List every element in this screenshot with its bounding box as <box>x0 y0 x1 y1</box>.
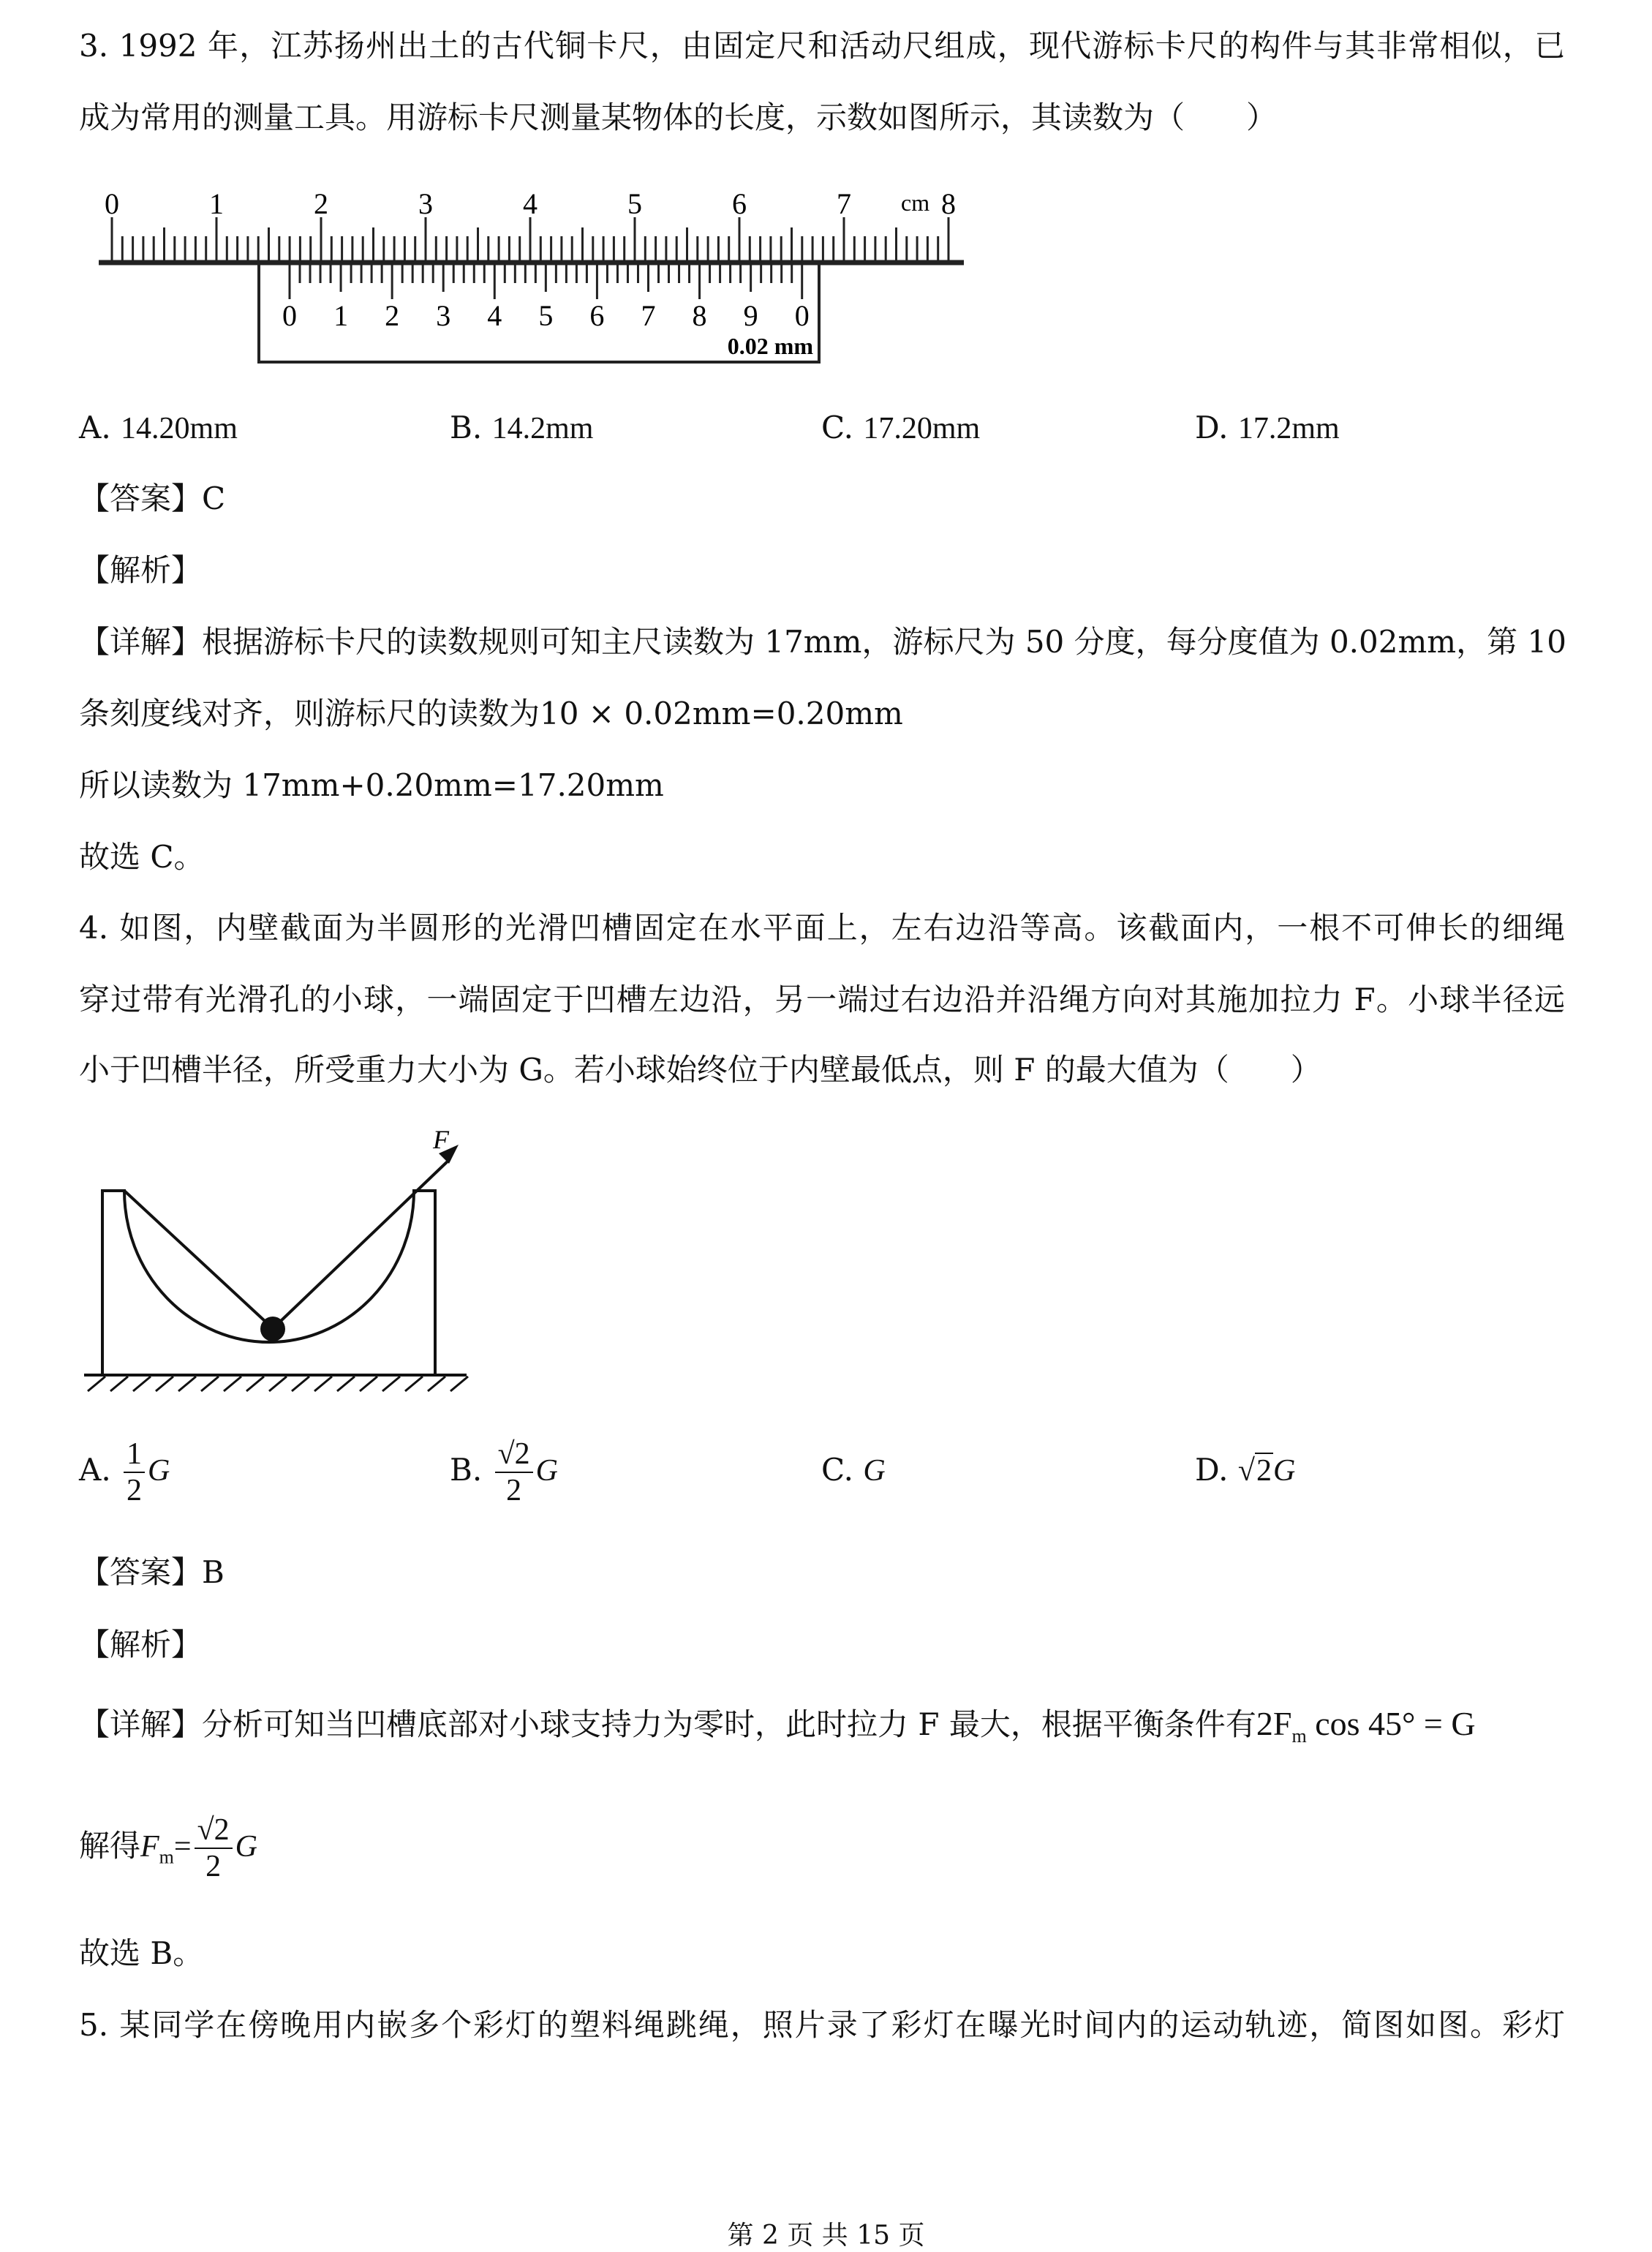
q3-detail-line-2: 条刻度线对齐，则游标尺的读数为10 × 0.02mm=0.20mm <box>79 696 903 731</box>
vernier-label: 4 <box>487 299 502 332</box>
force-label: F <box>433 1125 449 1154</box>
main-scale-label: 8 <box>941 187 956 220</box>
ball <box>260 1317 285 1341</box>
vernier-label: 7 <box>641 299 656 332</box>
detail-label: 【详解】 <box>79 1706 203 1742</box>
main-scale-label: 3 <box>418 187 433 220</box>
main-scale-label: 0 <box>105 187 119 220</box>
square-root: √2 <box>1237 1454 1272 1488</box>
denominator: 2 <box>506 1474 522 1507</box>
q3-conclusion: 故选 C。 <box>79 839 205 875</box>
q4-answer <box>79 1554 1565 1591</box>
vernier-label: 0 <box>794 299 810 332</box>
vernier-label: 1 <box>333 299 349 332</box>
detail-text: 分析可知当凹槽底部对小球支持力为零时，此时拉力 F 最大，根据平衡条件有 <box>202 1706 1256 1742</box>
option-letter: C. <box>821 410 853 445</box>
q4-solve-line <box>79 1809 1565 1894</box>
main-scale-label: 7 <box>837 187 851 220</box>
variable: G <box>863 1454 886 1488</box>
option-text: 17.20mm <box>863 412 981 445</box>
option-text: 17.2mm <box>1237 412 1340 445</box>
numerator: √2 <box>495 1436 533 1473</box>
q3-option-b[interactable] <box>450 410 593 447</box>
q4-option-a[interactable] <box>79 1434 170 1508</box>
main-scale-label: 2 <box>314 187 328 220</box>
option-text: 14.2mm <box>491 412 594 445</box>
detail-text: 根据游标卡尺的读数规则可知主尺读数为 17mm，游标尺为 50 分度，每分度值为 0.02mm，第 10 <box>202 624 1566 660</box>
ground-hatch <box>201 1377 219 1391</box>
option-letter: B. <box>450 1452 483 1488</box>
ground-hatch <box>292 1377 309 1391</box>
variable: G <box>148 1454 170 1488</box>
variable: G <box>235 1830 257 1864</box>
q4-stem-line-3: 小于凹槽半径，所受重力大小为 G。若小球始终位于内壁最低点，则 F 的最大值为（ ） <box>79 1052 1321 1088</box>
q4-option-c[interactable] <box>821 1434 886 1507</box>
main-scale-label: 1 <box>209 187 224 220</box>
vernier-label: 0 <box>282 299 297 332</box>
vernier-label: 8 <box>692 299 707 332</box>
q4-conclusion: 故选 B。 <box>79 1935 204 1971</box>
ground-hatch <box>314 1377 332 1391</box>
q4-detail-line <box>79 1706 1565 1755</box>
subscript: m <box>159 1846 174 1868</box>
fraction <box>495 1436 533 1508</box>
unit-label: cm <box>901 189 930 216</box>
detail-label: 【详解】 <box>79 624 203 660</box>
option-text: 14.20mm <box>121 412 238 445</box>
numerator: √2 <box>195 1812 233 1849</box>
equation-lhs: 2F <box>1256 1705 1292 1742</box>
ground-hatch <box>156 1377 173 1391</box>
q4-analysis-label: 【解析】 <box>79 1627 203 1662</box>
ground-hatch <box>110 1377 128 1391</box>
option-letter: B. <box>450 410 483 445</box>
q3-option-c[interactable] <box>821 410 980 447</box>
ground-hatch <box>88 1377 105 1391</box>
ground-hatch <box>450 1377 468 1391</box>
vernier-label: 2 <box>385 299 400 332</box>
ground-hatch <box>246 1377 264 1391</box>
vernier-label: 5 <box>538 299 554 332</box>
rope-left <box>124 1191 265 1321</box>
solve-label: 解得 <box>79 1828 141 1864</box>
option-letter: A. <box>79 410 111 445</box>
precision-label: 0.02 mm <box>727 333 813 359</box>
denominator: 2 <box>127 1474 143 1507</box>
main-scale-label: 5 <box>627 187 642 220</box>
ground-hatch <box>382 1377 400 1391</box>
vernier-label: 9 <box>743 299 758 332</box>
variable: F <box>140 1830 159 1864</box>
equation-subscript: m <box>1291 1725 1307 1747</box>
denominator: 2 <box>205 1850 222 1883</box>
q3-detail-line-1 <box>79 624 1565 660</box>
q4-stem-line-1: 4. 如图，内壁截面为半圆形的光滑凹槽固定在水平面上，左右边沿等高。该截面内，一根不可伸长的细绳 <box>79 910 1565 946</box>
answer-label: 【答案】 <box>79 1554 203 1590</box>
option-letter: D. <box>1195 410 1229 445</box>
q5-stem-line-1: 5. 某同学在傍晚用内嵌多个彩灯的塑料绳跳绳，照片录了彩灯在曝光时间内的运动轨迹，简图如图。彩灯 <box>79 2007 1565 2043</box>
ground-hatch <box>178 1377 196 1391</box>
q3-option-a[interactable] <box>79 410 238 447</box>
vernier-caliper-figure <box>0 168 1024 380</box>
ground-hatch <box>224 1377 241 1391</box>
ground-hatch <box>269 1377 287 1391</box>
answer-label: 【答案】 <box>79 481 203 516</box>
answer-value: B <box>202 1554 225 1590</box>
variable: G <box>535 1454 558 1488</box>
rope-right <box>281 1159 450 1321</box>
ground-hatch <box>133 1377 151 1391</box>
ground-hatch <box>405 1377 423 1391</box>
fraction <box>195 1812 233 1884</box>
page-footer: 第 2 页 共 15 页 <box>727 2221 925 2251</box>
ground-hatch <box>360 1377 377 1391</box>
q3-answer <box>79 481 1565 517</box>
numerator: 1 <box>124 1436 145 1473</box>
q4-option-b[interactable] <box>450 1434 558 1508</box>
option-letter: D. <box>1195 1452 1229 1488</box>
option-letter: A. <box>79 1452 111 1488</box>
q4-option-d[interactable] <box>1195 1434 1295 1507</box>
vernier-label: 6 <box>589 299 605 332</box>
equals: = <box>173 1830 192 1864</box>
q3-stem-line-2: 成为常用的测量工具。用游标卡尺测量某物体的长度，示数如图所示，其读数为（ ） <box>79 99 1278 135</box>
main-scale-label: 6 <box>732 187 747 220</box>
q3-detail-line-3: 所以读数为 17mm+0.20mm=17.20mm <box>79 767 664 803</box>
variable: G <box>1272 1454 1296 1488</box>
equation-rhs: cos 45° = G <box>1315 1705 1476 1742</box>
q3-analysis-label: 【解析】 <box>79 552 203 588</box>
q3-option-d[interactable] <box>1195 410 1340 447</box>
answer-value: C <box>202 481 226 516</box>
q3-stem-line-1: 3. 1992 年，江苏扬州出土的古代铜卡尺，由固定尺和活动尺组成，现代游标卡尺的构件与其非常相似，已 <box>79 28 1565 64</box>
ground-hatch <box>337 1377 355 1391</box>
main-scale-label: 4 <box>523 187 538 220</box>
vernier-label: 3 <box>436 299 451 332</box>
option-letter: C. <box>821 1452 853 1488</box>
fraction <box>124 1436 145 1508</box>
radicand: 2 <box>1256 1454 1272 1488</box>
groove-figure <box>73 1119 483 1397</box>
q4-stem-line-2: 穿过带有光滑孔的小球，一端固定于凹槽左边沿，另一端过右边沿并沿绳方向对其施加拉力 F。小球半径远 <box>79 982 1565 1017</box>
ground-hatch <box>428 1377 445 1391</box>
